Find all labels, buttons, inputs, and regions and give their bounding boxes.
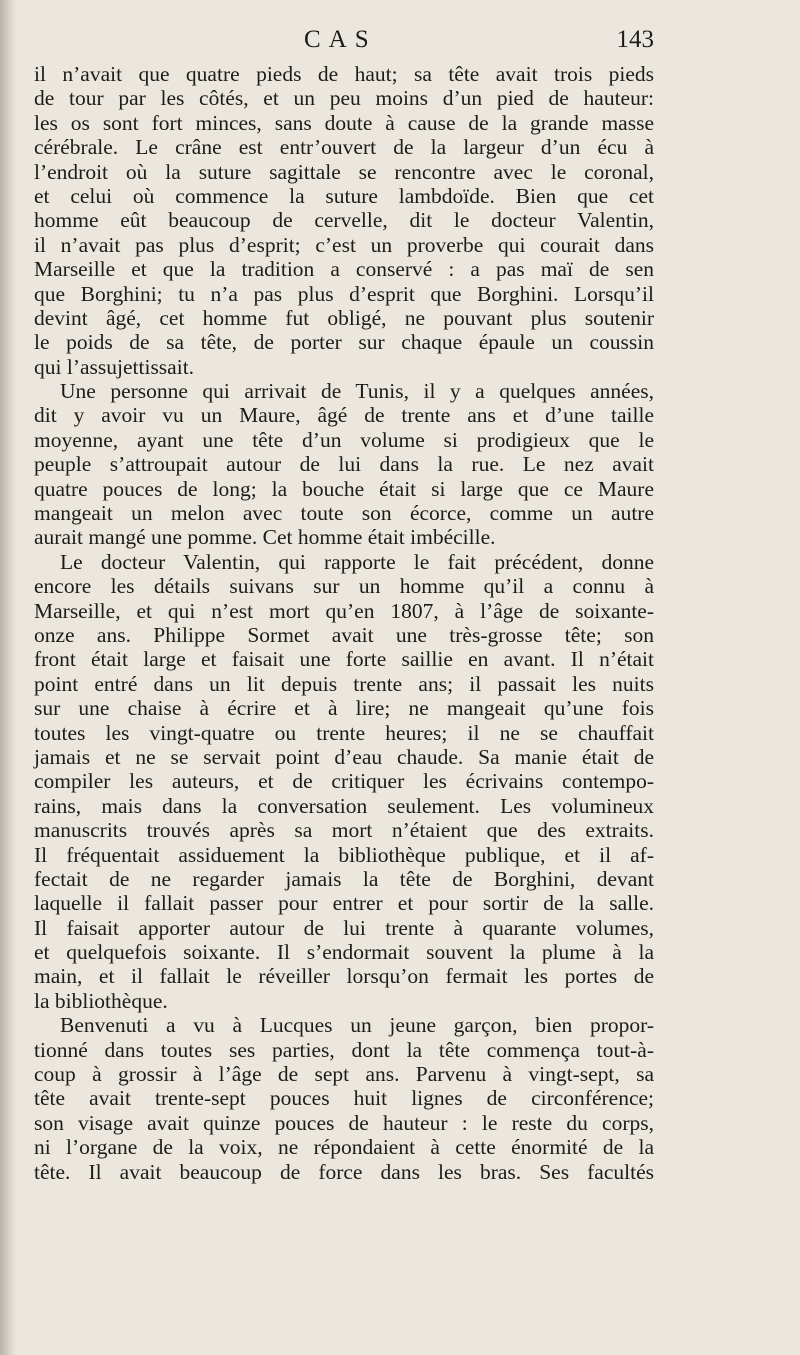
text-line: fectait de ne regarder jamais la tête de Borghini, devant <box>34 866 654 891</box>
text-line: mangeait un melon avec toute son écorce, comme un autre <box>34 501 654 526</box>
page-header <box>34 26 654 60</box>
text-line: Il faisait apporter autour de lui trente à quarante volumes, <box>34 915 654 940</box>
paragraph-start-line: Benvenuti a vu à Lucques un jeune garçon, bien propor- <box>60 1013 654 1038</box>
text-line: rains, mais dans la conversation seulement. Les volumineux <box>34 793 654 818</box>
text-line: point entré dans un lit depuis trente ans; il passait les nuits <box>34 671 654 696</box>
text-line: les os sont fort minces, sans doute à cause de la grande masse <box>34 110 654 135</box>
text-line: de tour par les côtés, et un peu moins d’un pied de hauteur: <box>34 86 654 111</box>
text-line: dit y avoir vu un Maure, âgé de trente ans et d’une taille <box>34 403 654 428</box>
paragraph-start-line: Le docteur Valentin, qui rapporte le fait précédent, donne <box>60 549 654 574</box>
text-line: jamais et ne se servait point d’eau chaude. Sa manie était de <box>34 744 654 769</box>
text-line: ni l’organe de la voix, ne répondaient à cette énormité de la <box>34 1135 654 1160</box>
paragraph-end-line: aurait mangé une pomme. Cet homme était imbécille. <box>34 525 496 550</box>
paragraph-start-line: Une personne qui arrivait de Tunis, il y a quelques années, <box>60 379 654 404</box>
text-line: tête avait trente-sept pouces huit lignes de circonférence; <box>34 1086 654 1111</box>
text-line: manuscrits trouvés après sa mort n’étaient que des extraits. <box>34 818 654 843</box>
text-line: main, et il fallait le réveiller lorsqu’on fermait les portes de <box>34 964 654 989</box>
text-line: peuple s’attroupait autour de lui dans la rue. Le nez avait <box>34 452 654 477</box>
page-number: 143 <box>616 26 654 53</box>
text-line: coup à grossir à l’âge de sept ans. Parvenu à vingt-sept, sa <box>34 1062 654 1087</box>
paragraph-end-line: la bibliothèque. <box>34 988 168 1013</box>
text-line: et celui où commence la suture lambdoïde. Bien que cet <box>34 183 654 208</box>
text-line: l’endroit où la suture sagittale se rencontre avec le coronal, <box>34 159 654 184</box>
page-gutter-shadow <box>0 0 16 1355</box>
text-line: toutes les vingt-quatre ou trente heures; il ne se chauffait <box>34 720 654 745</box>
text-line: homme eût beaucoup de cervelle, dit le docteur Valentin, <box>34 208 654 233</box>
text-line: Il fréquentait assiduement la bibliothèque publique, et il af- <box>34 842 654 867</box>
text-line: son visage avait quinze pouces de hauteur : le reste du corps, <box>34 1110 654 1135</box>
text-line: tionné dans toutes ses parties, dont la tête commença tout-à- <box>34 1037 654 1062</box>
text-line: encore les détails suivans sur un homme qu’il a connu à <box>34 574 654 599</box>
body-text <box>34 62 654 1184</box>
text-line: le poids de sa tête, de porter sur chaque épaule un coussin <box>34 330 654 355</box>
text-line: il n’avait pas plus d’esprit; c’est un proverbe qui courait dans <box>34 232 654 257</box>
text-line: onze ans. Philippe Sormet avait une très-grosse tête; son <box>34 622 654 647</box>
text-line: il n’avait que quatre pieds de haut; sa tête avait trois pieds <box>34 62 654 86</box>
text-line: moyenne, ayant une tête d’un volume si prodigieux que le <box>34 427 654 452</box>
text-line: Marseille et que la tradition a conservé : a pas maï de sen <box>34 257 654 282</box>
text-line: que Borghini; tu n’a pas plus d’esprit que Borghini. Lorsqu’il <box>34 281 654 306</box>
text-line: cérébrale. Le crâne est entr’ouvert de la largeur d’un écu à <box>34 135 654 160</box>
text-line: compiler les auteurs, et de critiquer les écrivains contempo- <box>34 769 654 794</box>
text-line: front était large et faisait une forte saillie en avant. Il n’était <box>34 647 654 672</box>
text-line: quatre pouces de long; la bouche était si large que ce Maure <box>34 476 654 501</box>
text-line: sur une chaise à écrire et à lire; ne mangeait qu’une fois <box>34 696 654 721</box>
running-head: CAS <box>304 26 377 53</box>
text-line: Marseille, et qui n’est mort qu’en 1807, à l’âge de soixante- <box>34 598 654 623</box>
text-line: devint âgé, cet homme fut obligé, ne pouvant plus soutenir <box>34 305 654 330</box>
text-line: et quelquefois soixante. Il s’endormait souvent la plume à la <box>34 940 654 965</box>
text-line: tête. Il avait beaucoup de force dans les bras. Ses facultés <box>34 1159 654 1184</box>
paragraph-end-line: qui l’assujettissait. <box>34 354 195 379</box>
text-line: laquelle il fallait passer pour entrer et pour sortir de la salle. <box>34 891 654 916</box>
